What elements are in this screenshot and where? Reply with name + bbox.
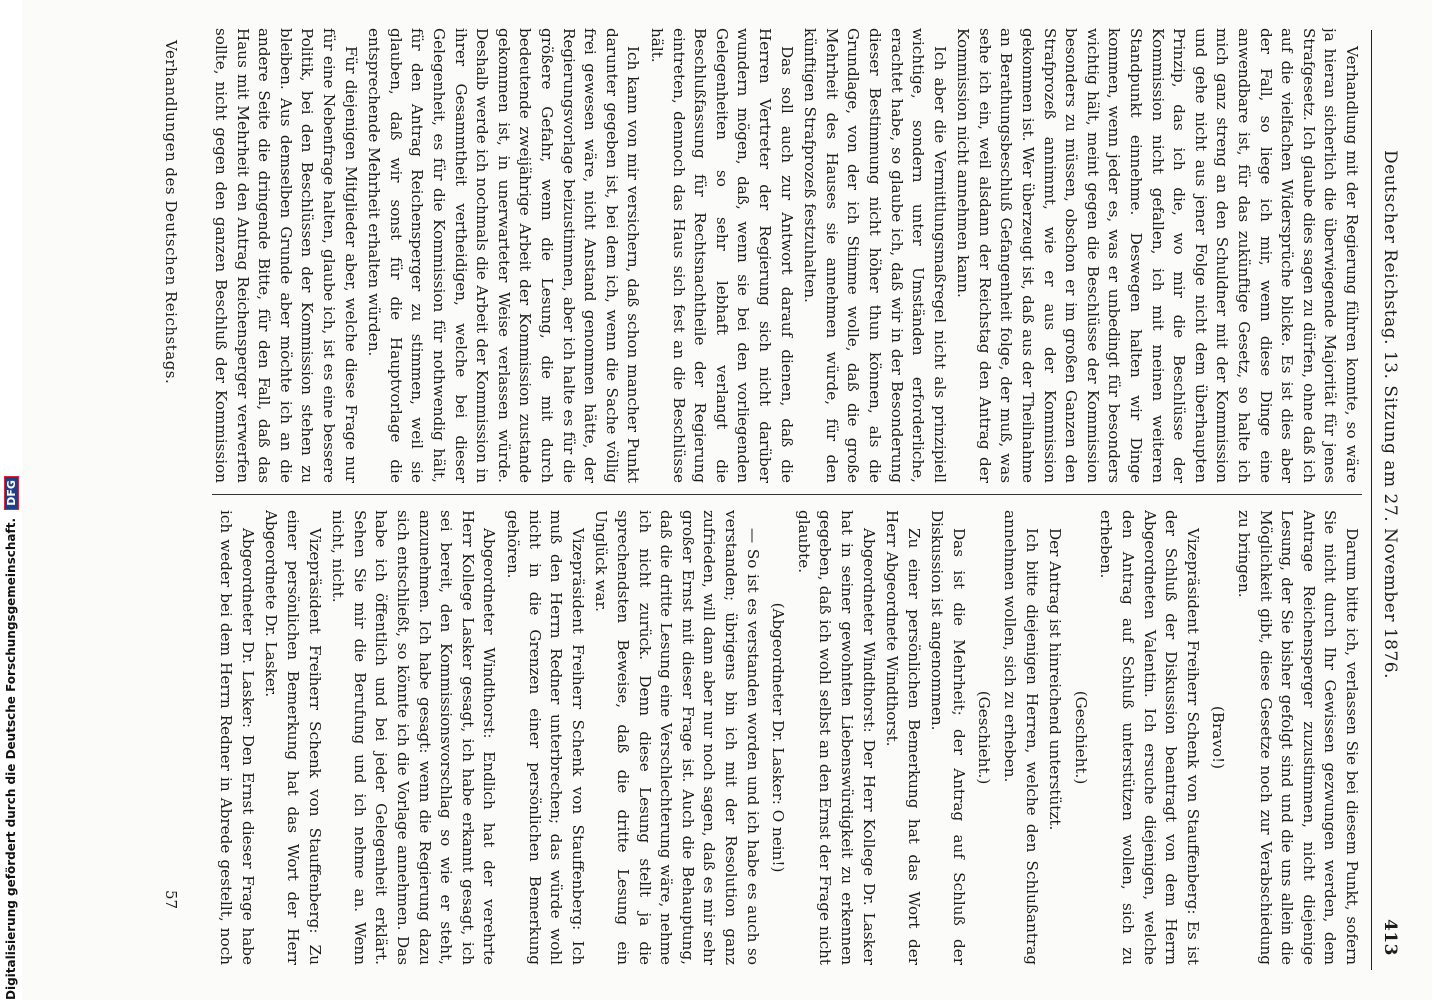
paragraph: Ich aber die Vermittlungsmaßregel nicht als prinzipiell wichtige, sondern unter Umständen erforderliche, erachtet habe, so glaube ich, daß wir in der Besonderung dieser Bestimmung nicht höher thun können, als die Grundlage, von der ich Stimme wolle, daß die große Mehrheit des Hauses sie annehmen würde, für den künftigen Strafprozeß festzuhalten. <box>801 28 949 483</box>
paragraph: Zu einer persönlichen Bemerkung hat das Wort der Herr Abgeordnete Windthorst. <box>883 510 923 965</box>
paragraph: Für diejenigen Mitglieder aber, welche diese Frage nur für eine Nebenfrage halten, glaube ich, ist es eine bessere Politik, bei den Beschlüssen der Kommission stehen zu bleiben. Aus demselben Grunde aber möchte ich an die andere Seite die dringende Bitte, für den Fall, daß das Haus mit Mehrheit den Antrag Reichensperger verwerfen sollte, nicht gegen den ganzen Beschluß der Kommission <box>212 28 360 483</box>
dfg-logo: DFG <box>4 476 19 510</box>
centered-line: (Geschieht.) <box>1071 690 1090 785</box>
paragraph: Das soll auch zur Antwort darauf dienen, daß die Herren Vertreter der Regierung sich nicht darüber wundern mögen, daß, wenn sie bei den vorliegenden Gelegenheiten so sehr lebhaft verlangt die Beschlußfassung für Rechtsnachtheile der Regierung eintreten, dennoch das Haus sich fest an die Beschlüsse hält. <box>648 28 796 483</box>
paragraph: Ich bitte diejenigen Herren, welche den Schlußantrag annehmen wollen, sich zu erheben. <box>1001 510 1041 965</box>
paragraph: Darum bitte ich, verlassen Sie bei diesem Punkt, sofern Sie nicht durch Ihr Gewissen gezwungen werden, dem Antrage Reichensperger zuzustimmen, nicht diejenige Lesung, der Sie bisher gefolgt sind und die uns allein die Möglichkeit gibt, diese Gesetze noch zur Verabschiedung zu bringen. <box>1235 510 1361 965</box>
credit-text: Digitalisierung gefördert durch die Deutsche Forschungsgemeinschaft. <box>4 517 18 1000</box>
running-title: Deutscher Reichstag. 13. Sitzung am 27. November 1876. <box>1380 150 1400 680</box>
paragraph: Vizepräsident Freiherr Schenk von Stauffenberg: Zu einer persönlichen Bemerkung hat das Wort der Herr Abgeordnete Dr. Lasker. <box>262 510 324 965</box>
funding-credit <box>4 0 20 1000</box>
paragraph: Abgeordneter Windthorst: Der Herr Kollege Dr. Lasker hat in seiner gewohnten Liebenswürdigkeit zu erkennen gegeben, daß ich wohl selbst an den Ernst der Frage nicht glaubte. <box>794 510 878 965</box>
paragraph: Ich kann von mir versichern, daß schon mancher Punkt darunter gegeben ist, bei dem ich, wenn die Sache völlig frei gewesen wäre, nicht Anstand genommen hätte, der Regierungsvorlage beizustimmen, aber ich halte es für die größere Gefahr, wenn die Lesung, die mit durch bedeutende zweijährige Arbeit der Kommission zustande gekommen ist, in unerwarteter Weise verlassen würde. Deshalb werde ich nochmals die Arbeit der Kommission in ihrer Gesammtheit vertheidigen, welche bei dieser Gelegenheit, es für die Kommission für nothwendig hält, für den Antrag Reichensperger zu stimmen, weil sie glauben, daß wir sonst für die Hauptvorlage die entsprechende Mehrheit erhalten würden. <box>365 28 643 483</box>
credit-sidebar <box>0 0 22 1000</box>
paragraph: Vizepräsident Freiherr Schenk von Stauffenberg: Es ist der Schluß der Diskussion beantragt von dem Herrn Abgeordneten Valentin. Ich ersuche diejenigen, welche den Antrag auf Schluß unterstützen wollen, sich zu erheben. <box>1097 510 1202 965</box>
page-number: 413 <box>1380 919 1400 956</box>
page-header <box>1371 30 1406 970</box>
paragraph: Abgeordneter Dr. Lasker: Den Ernst dieser Frage habe ich weder bei dem Herrn Redner in Abrede gestellt, noch <box>217 510 257 965</box>
paragraph: Verhandlung mit der Regierung führen konnte, so wäre ja hieran sicherlich die überwiegende Majorität für jenes Strafgesetz. Ich glaube dies sagen zu dürfen, ohne daß ich auf die vielfachen Widersprüche blicke. Es ist dies aber der Fall, so liege ich mir, wenn diese Dinge eine anwendbare ist, für das zukünftige Gesetz, so halte ich mich ganz streng an den Schuldner mit der Kommission und gehe nicht aus jener Folge nicht dem überhaupten Prinzip, das ich die, wo mir die Beschlüsse der Kommission nicht gefallen, ich mit meinen weiteren Standpunkt einnehme. Deswegen halten wir Dinge kommen, wenn jeder es, was er unbedingt für besonders wichtig hält, meint gegen die Beschlüsse der Kommission besonders zu müssen, obschon er im großen Ganzen den Strafprozeß annimmt, wie er aus der Kommission gekommen ist. Wer überzeugt ist, daß aus der Theilnahme an Berathungsbeschluß Gefangenheit folge, der muß, was sehe ich ein, weil alsdann der Reichstag den Antrag der Kommission nicht annehmen kann. <box>954 28 1361 483</box>
paragraph: Das ist die Mehrheit; der Antrag auf Schluß der Diskussion ist angenommen. <box>928 510 968 965</box>
paragraph: Der Antrag ist hinreichend unterstützt. <box>1046 528 1065 831</box>
footer-sheet-number: 57 <box>162 890 180 910</box>
right-text-column <box>212 510 1362 965</box>
paragraph: Abgeordneter Windthorst: Endlich hat der verehrte Herr Kollege Lasker gesagt, ich habe erkannt gesagt, ich sei bereit, den Kommissionsvorschlag so wie er steht, anzunehmen. Ich habe gesagt: wenn die Regierung dazu sich entschließt, so könnte ich die Vorlage annehmen. Das habe ich öffentlich und bei jeder Gelegenheit erklärt. Sehen Sie mir die Berufung und ich nehme an. Wenn nicht, nicht. <box>329 510 499 965</box>
column-divider <box>212 494 1362 495</box>
rotated-document-page <box>86 10 1406 990</box>
paragraph: Vizepräsident Freiherr Schenk von Stauffenberg: Ich muß den Herrn Redner unterbrechen; das würde wohl nicht in die Grenzen einer persönlichen Bemerkung gehören. <box>504 510 587 965</box>
centered-line: (Bravo!) <box>1209 705 1228 770</box>
centered-line: (Abgeordneter Dr. Lasker: O nein!) <box>769 602 788 873</box>
left-text-column <box>212 28 1362 483</box>
centered-line: (Geschieht.) <box>975 690 994 785</box>
paragraph: — So ist es verstanden worden und ich habe es auch so verstanden; übrigens bin ich mit der Resolution ganz zufrieden, will dann aber nur noch sagen, daß es mir sehr großer Ernst mit dieser Frage ist. Auch die Behauptung, daß die dritte Lesung eine Verschlechterung wäre, nehme ich nicht zurück. Denn diese Lesung stellt ja die sprechendsten Beweise, daß die dritte Lesung ein Unglück war. <box>592 510 762 965</box>
footer-publication: Verhandlungen des Deutschen Reichstags. <box>162 40 180 385</box>
